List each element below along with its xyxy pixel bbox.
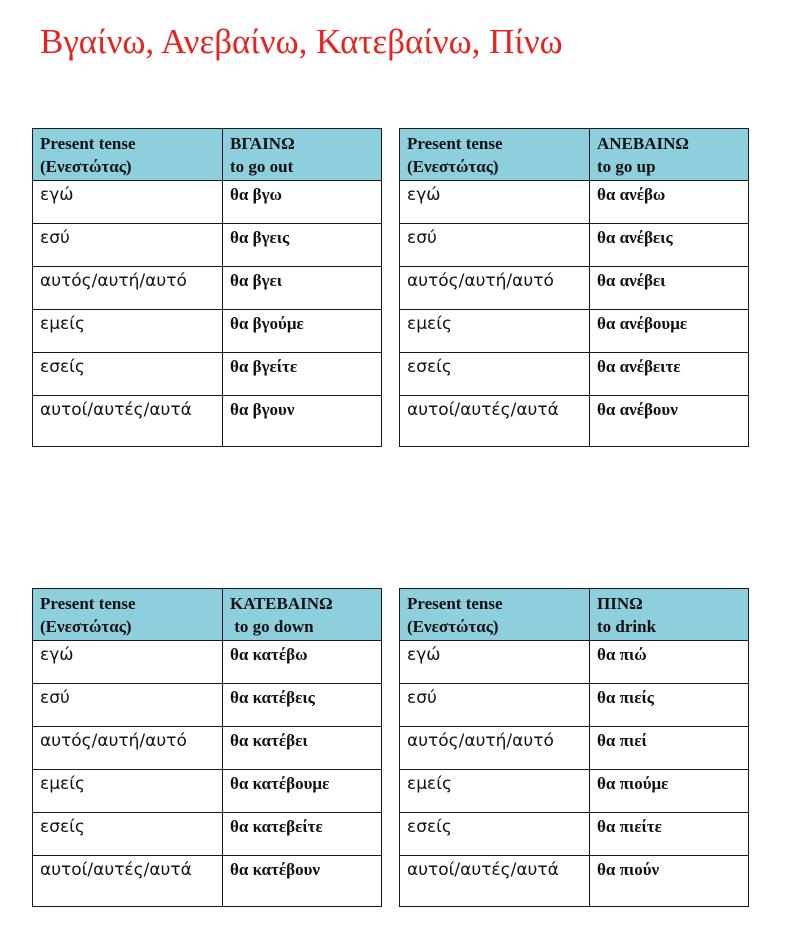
pronoun-cell: αυτοί/αυτές/αυτά xyxy=(33,856,223,907)
pronoun-cell: εμείς xyxy=(33,770,223,813)
header-verb-meaning: to go up xyxy=(597,157,656,176)
form-cell: θα ανέβω xyxy=(590,181,749,224)
table-row xyxy=(33,310,382,353)
conjugation-table-anevaino xyxy=(399,128,749,447)
header-tense-cell xyxy=(400,589,590,641)
table-row xyxy=(400,181,749,224)
pronoun-cell: εσύ xyxy=(33,224,223,267)
form-cell: θα πιείτε xyxy=(590,813,749,856)
form-cell: θα βγω xyxy=(223,181,382,224)
pronoun-cell: εσύ xyxy=(400,684,590,727)
form-cell: θα κατέβουν xyxy=(223,856,382,907)
pronoun-cell: αυτός/αυτή/αυτό xyxy=(400,727,590,770)
table-row xyxy=(33,267,382,310)
table-row xyxy=(33,684,382,727)
header-tense-greek: (Ενεστώτας) xyxy=(40,157,132,176)
table-row xyxy=(33,641,382,684)
table-row xyxy=(400,770,749,813)
table-row xyxy=(400,267,749,310)
pronoun-cell: εσείς xyxy=(400,813,590,856)
form-cell: θα κατέβεις xyxy=(223,684,382,727)
pronoun-cell: εγώ xyxy=(400,181,590,224)
header-tense-label: Present tense xyxy=(40,134,136,153)
pronoun-cell: εσείς xyxy=(400,353,590,396)
header-verb-meaning: to drink xyxy=(597,617,657,636)
pronoun-cell: εσείς xyxy=(33,813,223,856)
table-row xyxy=(400,641,749,684)
table-row xyxy=(400,727,749,770)
form-cell: θα βγεις xyxy=(223,224,382,267)
form-cell: θα βγουν xyxy=(223,396,382,447)
table-row xyxy=(33,770,382,813)
header-tense-cell xyxy=(400,129,590,181)
header-verb-cell xyxy=(223,589,382,641)
table-row xyxy=(33,224,382,267)
form-cell: θα πιεί xyxy=(590,727,749,770)
table-row xyxy=(33,353,382,396)
table-header-row xyxy=(33,129,382,181)
table-row xyxy=(33,727,382,770)
table-row xyxy=(400,396,749,447)
pronoun-cell: αυτός/αυτή/αυτό xyxy=(33,727,223,770)
form-cell: θα ανέβουν xyxy=(590,396,749,447)
pronoun-cell: εσύ xyxy=(400,224,590,267)
header-tense-cell xyxy=(33,589,223,641)
conjugation-table-pino xyxy=(399,588,749,907)
pronoun-cell: εγώ xyxy=(33,181,223,224)
table-header-row xyxy=(33,589,382,641)
header-tense-label: Present tense xyxy=(40,594,136,613)
header-tense-cell xyxy=(33,129,223,181)
pronoun-cell: εμείς xyxy=(400,310,590,353)
header-verb: ΠΙΝΩ xyxy=(597,594,643,613)
header-verb-cell xyxy=(590,589,749,641)
header-verb: ΑΝΕΒΑΙΝΩ xyxy=(597,134,690,153)
header-tense-greek: (Ενεστώτας) xyxy=(407,157,499,176)
table-row xyxy=(400,856,749,907)
form-cell: θα κατέβω xyxy=(223,641,382,684)
conjugation-table-katevaino xyxy=(32,588,382,907)
pronoun-cell: αυτοί/αυτές/αυτά xyxy=(400,396,590,447)
header-tense-label: Present tense xyxy=(407,134,503,153)
pronoun-cell: αυτός/αυτή/αυτό xyxy=(33,267,223,310)
header-tense-greek: (Ενεστώτας) xyxy=(407,617,499,636)
form-cell: θα ανέβει xyxy=(590,267,749,310)
table-row xyxy=(33,181,382,224)
form-cell: θα ανέβουμε xyxy=(590,310,749,353)
pronoun-cell: αυτοί/αυτές/αυτά xyxy=(33,396,223,447)
form-cell: θα πιούν xyxy=(590,856,749,907)
form-cell: θα κατέβουμε xyxy=(223,770,382,813)
form-cell: θα ανέβεις xyxy=(590,224,749,267)
form-cell: θα κατέβει xyxy=(223,727,382,770)
pronoun-cell: εσύ xyxy=(33,684,223,727)
table-row xyxy=(400,353,749,396)
pronoun-cell: εγώ xyxy=(400,641,590,684)
table-row xyxy=(400,813,749,856)
header-verb-meaning: to go down xyxy=(230,617,314,636)
form-cell: θα πιώ xyxy=(590,641,749,684)
pronoun-cell: εσείς xyxy=(33,353,223,396)
pronoun-cell: αυτός/αυτή/αυτό xyxy=(400,267,590,310)
form-cell: θα βγείτε xyxy=(223,353,382,396)
pronoun-cell: εμείς xyxy=(33,310,223,353)
header-verb-cell xyxy=(590,129,749,181)
table-row xyxy=(400,310,749,353)
header-tense-greek: (Ενεστώτας) xyxy=(40,617,132,636)
form-cell: θα πιούμε xyxy=(590,770,749,813)
pronoun-cell: εγώ xyxy=(33,641,223,684)
form-cell: θα βγούμε xyxy=(223,310,382,353)
header-tense-label: Present tense xyxy=(407,594,503,613)
form-cell: θα βγει xyxy=(223,267,382,310)
header-verb: ΚΑΤΕΒΑΙΝΩ xyxy=(230,594,333,613)
table-row xyxy=(400,224,749,267)
table-row xyxy=(33,813,382,856)
page-title: Βγαίνω, Ανεβαίνω, Κατεβαίνω, Πίνω xyxy=(40,22,563,61)
form-cell: θα ανέβειτε xyxy=(590,353,749,396)
conjugation-table-vgaino xyxy=(32,128,382,447)
header-verb: ΒΓΑΙΝΩ xyxy=(230,134,295,153)
table-row xyxy=(33,396,382,447)
pronoun-cell: εμείς xyxy=(400,770,590,813)
table-header-row xyxy=(400,589,749,641)
table-header-row xyxy=(400,129,749,181)
table-row xyxy=(400,684,749,727)
header-verb-cell xyxy=(223,129,382,181)
form-cell: θα κατεβείτε xyxy=(223,813,382,856)
header-verb-meaning: to go out xyxy=(230,157,294,176)
table-row xyxy=(33,856,382,907)
pronoun-cell: αυτοί/αυτές/αυτά xyxy=(400,856,590,907)
form-cell: θα πιείς xyxy=(590,684,749,727)
